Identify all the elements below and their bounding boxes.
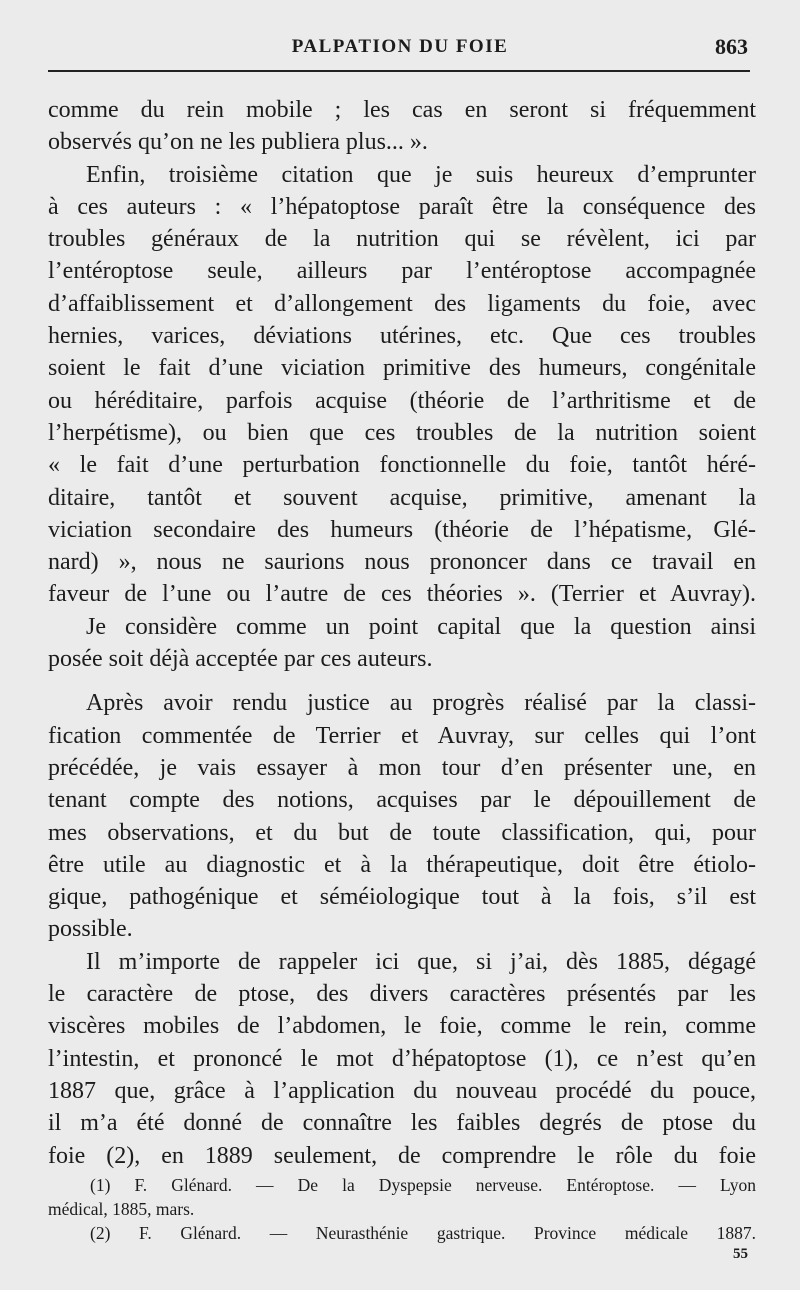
text-line: ou héréditaire, parfois acquise (théorie de l’arthritisme et de bbox=[48, 387, 756, 414]
text-line: fication commentée de Terrier et Auvray, sur celles qui l’ont bbox=[48, 722, 756, 749]
text-line: « le fait d’une perturbation fonctionnelle du foie, tantôt héré- bbox=[48, 452, 756, 479]
text-line: mes observations, et du but de toute classification, qui, pour bbox=[48, 819, 756, 846]
text-line: hernies, varices, déviations utérines, etc. Que ces troubles bbox=[48, 323, 756, 350]
text-line: comme du rein mobile ; les cas en seront si fréquemment bbox=[48, 97, 756, 123]
text-line: Je considère comme un point capital que la question ainsi bbox=[86, 613, 756, 640]
text-line: Il m’importe de rappeler ici que, si j’ai, dès 1885, dégagé bbox=[86, 948, 756, 975]
header-rule bbox=[48, 70, 750, 72]
text-line: à ces auteurs : « l’hépatoptose paraît être la conséquence des bbox=[48, 193, 756, 220]
text-line: soient le fait d’une viciation primitive des humeurs, congénitale bbox=[48, 355, 756, 382]
text-line: tenant compte des notions, acquises par le dépouillement de bbox=[48, 787, 756, 814]
text-line: l’intestin, et prononcé le mot d’hépatoptose (1), ce n’est qu’en bbox=[48, 1045, 756, 1072]
signature-mark: 55 bbox=[733, 1246, 748, 1262]
text-line: l’entéroptose seule, ailleurs par l’entéroptose accompagnée bbox=[48, 258, 756, 285]
text-line: gique, pathogénique et séméiologique tout à la fois, s’il est bbox=[48, 884, 756, 911]
text-line: viscères mobiles de l’abdomen, le foie, comme le rein, comme bbox=[48, 1013, 756, 1040]
text-line: troubles généraux de la nutrition qui se révèlent, ici par bbox=[48, 226, 756, 253]
text-line: viciation secondaire des humeurs (théorie de l’hépatisme, Glé- bbox=[48, 516, 756, 543]
footnote-line: médical, 1885, mars. bbox=[48, 1199, 195, 1219]
text-line: faveur de l’une ou l’autre de ces théories ». (Terrier et Auvray). bbox=[48, 581, 756, 608]
body-text bbox=[48, 94, 756, 1172]
text-line: observés qu’on ne les publiera plus... ». bbox=[48, 129, 428, 156]
text-line: posée soit déjà acceptée par ces auteurs. bbox=[48, 646, 433, 673]
text-line: foie (2), en 1889 seulement, de comprendre le rôle du foie bbox=[48, 1142, 756, 1169]
paragraph-gap bbox=[48, 675, 756, 687]
text-line: Après avoir rendu justice au progrès réalisé par la classi- bbox=[86, 690, 756, 717]
text-line: l’herpétisme), ou bien que ces troubles de la nutrition soient bbox=[48, 419, 756, 446]
running-header: PALPATION DU FOIE bbox=[291, 36, 509, 57]
text-line: il m’a été donné de connaître les faibles degrés de ptose du bbox=[48, 1110, 756, 1137]
text-line: nard) », nous ne saurions nous prononcer dans ce travail en bbox=[48, 549, 756, 576]
text-line: être utile au diagnostic et à la thérapeutique, doit être étiolo- bbox=[48, 851, 756, 878]
page-number: 863 bbox=[715, 34, 748, 59]
text-line: possible. bbox=[48, 916, 133, 943]
text-line: 1887 que, grâce à l’application du nouveau procédé du pouce, bbox=[48, 1077, 756, 1104]
footnotes bbox=[48, 1173, 756, 1245]
footnote-line: (1) F. Glénard. — De la Dyspepsie nerveuse. Entéroptose. — Lyon bbox=[90, 1175, 756, 1195]
footnote-line: (2) F. Glénard. — Neurasthénie gastrique. Province médicale 1887. bbox=[90, 1223, 756, 1243]
text-line: Enfin, troisième citation que je suis heureux d’emprunter bbox=[86, 161, 756, 188]
text-line: précédée, je vais essayer à mon tour d’en présenter une, en bbox=[48, 754, 756, 781]
text-line: ditaire, tantôt et souvent acquise, primitive, amenant la bbox=[48, 484, 756, 511]
text-line: le caractère de ptose, des divers caractères présentés par les bbox=[48, 981, 756, 1008]
text-line: d’affaiblissement et d’allongement des ligaments du foie, avec bbox=[48, 290, 756, 317]
